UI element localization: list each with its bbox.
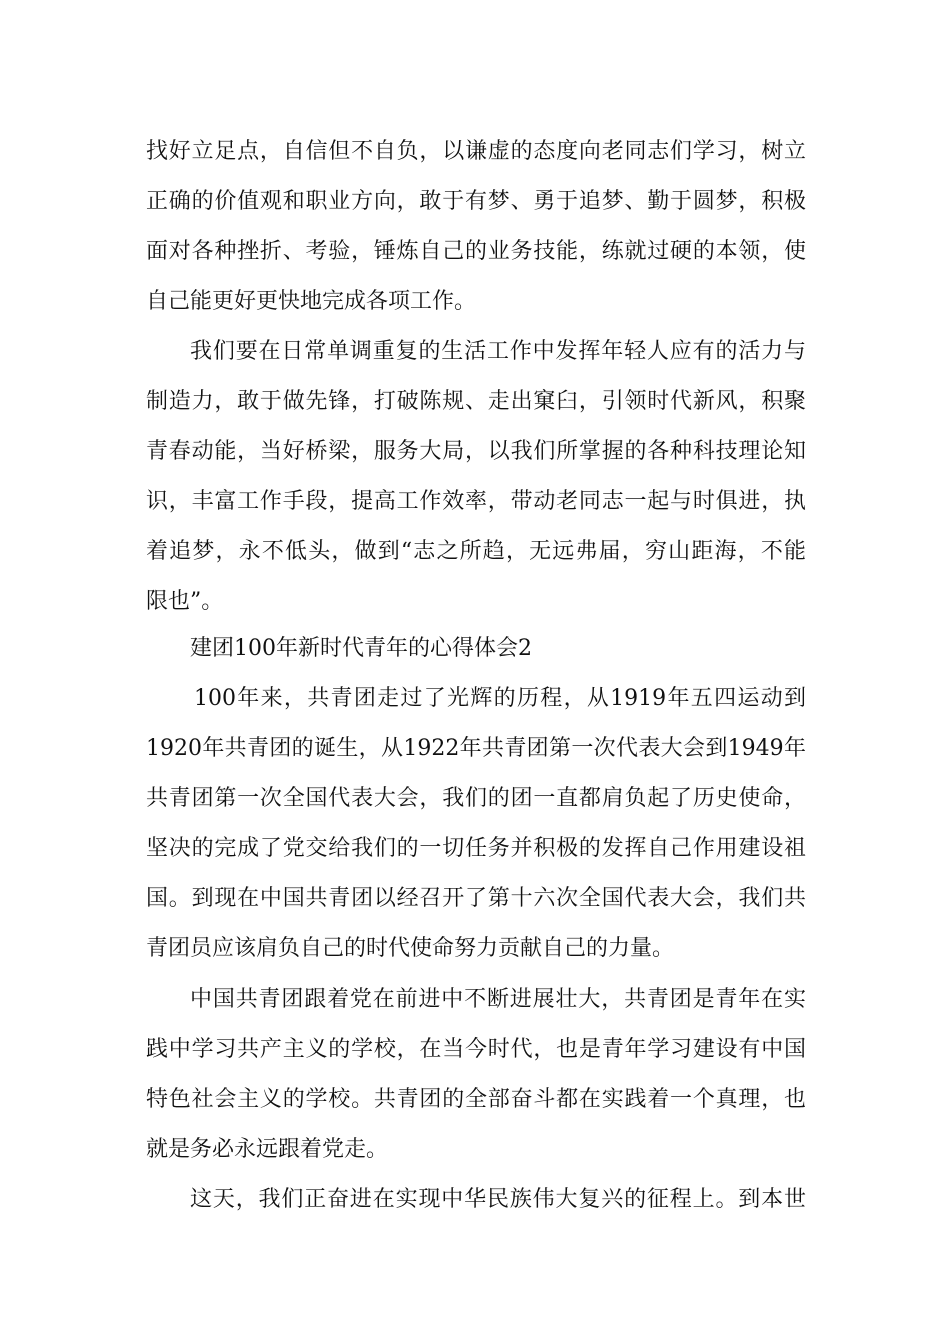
text-line: 自己能更好更快地完成各项工作。	[146, 289, 477, 314]
text-line: 共青团第一次全国代表大会，我们的团一直都肩负起了历史使命，	[146, 786, 806, 811]
text-line: 就是务必永远跟着党走。	[146, 1137, 389, 1162]
text-line: 我们要在日常单调重复的生活工作中发挥年轻人应有的活力与	[190, 339, 806, 364]
text-line: 着追梦，永不低头，做到“志之所趋，无远弗届，穷山距海，不能	[146, 539, 806, 564]
text-line: 特色社会主义的学校。共青团的全部奋斗都在实践着一个真理，也	[146, 1087, 806, 1112]
text-line: 找好立足点，自信但不自负，以谦虚的态度向老同志们学习，树立	[146, 139, 806, 164]
section-heading: 建团100年新时代青年的心得体会2	[190, 636, 532, 661]
text-line: 制造力，敢于做先锋，打破陈规、走出窠臼，引领时代新风，积聚	[146, 389, 806, 414]
text-line: 1920年共青团的诞生，从1922年共青团第一次代表大会到1949年	[146, 736, 806, 761]
text-line: 国。到现在中国共青团以经召开了第十六次全国代表大会，我们共	[146, 886, 806, 911]
text-line: 这天，我们正奋进在实现中华民族伟大复兴的征程上。到本世	[190, 1187, 806, 1212]
text-line: 限也”。	[146, 589, 224, 614]
text-line: 100年来，共青团走过了光辉的历程，从1919年五四运动到	[194, 686, 806, 711]
text-line: 青春动能，当好桥梁，服务大局，以我们所掌握的各种科技理论知	[146, 439, 806, 464]
text-line: 坚决的完成了党交给我们的一切任务并积极的发挥自己作用建设祖	[146, 836, 806, 861]
text-line: 面对各种挫折、考验，锤炼自己的业务技能，练就过硬的本领，使	[146, 239, 806, 264]
text-line: 中国共青团跟着党在前进中不断进展壮大，共青团是青年在实	[190, 987, 806, 1012]
text-line: 青团员应该肩负自己的时代使命努力贡献自己的力量。	[146, 936, 675, 961]
text-line: 识，丰富工作手段，提高工作效率，带动老同志一起与时俱进，执	[146, 489, 806, 514]
text-line: 践中学习共产主义的学校，在当今时代，也是青年学习建设有中国	[146, 1037, 806, 1062]
text-line: 正确的价值观和职业方向，敢于有梦、勇于追梦、勤于圆梦，积极	[146, 189, 806, 214]
